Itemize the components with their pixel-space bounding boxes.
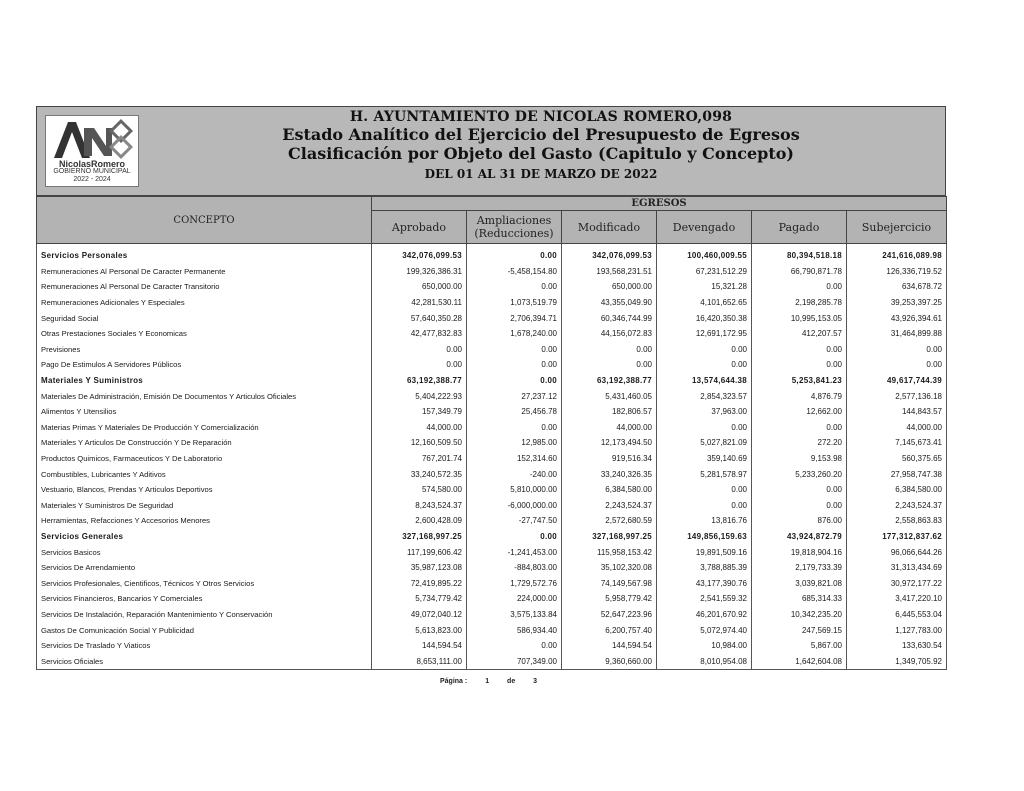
amount-cell: 0.00 — [657, 357, 752, 373]
amount-cell: 35,102,320.08 — [562, 560, 657, 576]
table-row — [37, 607, 947, 623]
table-row — [37, 560, 947, 576]
amount-cell: 6,200,757.40 — [562, 622, 657, 638]
amount-cell: 10,342,235.20 — [752, 607, 847, 623]
concept-cell: Remuneraciones Adicionales Y Especiales — [37, 295, 372, 311]
amount-cell: 13,816.76 — [657, 513, 752, 529]
amount-cell: 44,000.00 — [847, 420, 947, 436]
amount-cell: 5,958,779.42 — [562, 591, 657, 607]
table-row — [37, 466, 947, 482]
concept-cell: Remuneraciones Al Personal De Caracter Transitorio — [37, 279, 372, 295]
amount-cell: 60,346,744.99 — [562, 310, 657, 326]
amount-cell: 3,417,220.10 — [847, 591, 947, 607]
amount-cell: 0.00 — [657, 498, 752, 514]
amount-cell: 5,281,578.97 — [657, 466, 752, 482]
table-row — [37, 310, 947, 326]
concept-cell: Productos Quimicos, Farmaceuticos Y De Laboratorio — [37, 451, 372, 467]
municipal-logo — [45, 115, 139, 187]
amount-cell: 15,321.28 — [657, 279, 752, 295]
column-header: Aprobado — [372, 211, 467, 244]
concept-cell: Otras Prestaciones Sociales Y Economicas — [37, 326, 372, 342]
amount-cell: 44,000.00 — [372, 420, 467, 436]
amount-cell: 8,243,524.37 — [372, 498, 467, 514]
logo-caption — [48, 160, 136, 184]
amount-cell: 2,198,285.78 — [752, 295, 847, 311]
amount-cell: 586,934.40 — [467, 622, 562, 638]
amount-cell: 1,073,519.79 — [467, 295, 562, 311]
amount-cell: 16,420,350.38 — [657, 310, 752, 326]
amount-cell: 0.00 — [752, 420, 847, 436]
concept-cell: Pago De Estimulos A Servidores Públicos — [37, 357, 372, 373]
table-row — [37, 264, 947, 280]
amount-cell: 1,642,604.08 — [752, 653, 847, 669]
logo-government: GOBIERNO MUNICIPAL — [53, 168, 131, 175]
concept-cell: Servicios De Instalación, Reparación Mantenimiento Y Conservación — [37, 607, 372, 623]
amount-cell: 2,243,524.37 — [562, 498, 657, 514]
amount-cell: 9,360,660.00 — [562, 653, 657, 669]
amount-cell: 0.00 — [372, 357, 467, 373]
concept-cell: Materiales Y Suministros De Seguridad — [37, 498, 372, 514]
amount-cell: -1,241,453.00 — [467, 544, 562, 560]
concept-cell: Materias Primas Y Materiales De Producción Y Comercialización — [37, 420, 372, 436]
amount-cell: 767,201.74 — [372, 451, 467, 467]
amount-cell: 574,580.00 — [372, 482, 467, 498]
table-row — [37, 295, 947, 311]
amount-cell: 66,790,871.78 — [752, 264, 847, 280]
amount-cell: 33,240,326.35 — [562, 466, 657, 482]
amount-cell: 12,160,509.50 — [372, 435, 467, 451]
amount-cell: 117,199,606.42 — [372, 544, 467, 560]
report-document — [36, 106, 946, 670]
amount-cell: 46,201,670.92 — [657, 607, 752, 623]
amount-cell: 126,336,719.52 — [847, 264, 947, 280]
concept-cell: Remuneraciones Al Personal De Caracter Permanente — [37, 264, 372, 280]
amount-cell: 1,678,240.00 — [467, 326, 562, 342]
amount-cell: 9,153.98 — [752, 451, 847, 467]
amount-cell: 2,706,394.71 — [467, 310, 562, 326]
table-row — [37, 451, 947, 467]
amount-cell: 412,207.57 — [752, 326, 847, 342]
amount-cell: 19,818,904.16 — [752, 544, 847, 560]
table-row — [37, 435, 947, 451]
amount-cell: 63,192,388.77 — [562, 373, 657, 389]
chapter-row — [37, 373, 947, 389]
amount-cell: 0.00 — [562, 357, 657, 373]
column-header: Subejercicio — [847, 211, 947, 244]
amount-cell: 1,127,783.00 — [847, 622, 947, 638]
table-row — [37, 591, 947, 607]
amount-cell: -6,000,000.00 — [467, 498, 562, 514]
amount-cell: 0.00 — [752, 498, 847, 514]
amount-cell: 0.00 — [657, 342, 752, 358]
amount-cell: 0.00 — [752, 279, 847, 295]
amount-cell: 67,231,512.29 — [657, 264, 752, 280]
amount-cell: 0.00 — [752, 342, 847, 358]
table-row — [37, 653, 947, 669]
amount-cell: 8,010,954.08 — [657, 653, 752, 669]
page-footer — [440, 678, 553, 685]
chapter-row — [37, 529, 947, 545]
amount-cell: 876.00 — [752, 513, 847, 529]
table-body — [37, 244, 947, 670]
concept-cell: Servicios Profesionales, Cientificos, Técnicos Y Otros Servicios — [37, 575, 372, 591]
page-current: 1 — [485, 678, 490, 685]
amount-cell: 2,577,136.18 — [847, 388, 947, 404]
concept-cell: Servicios Oficiales — [37, 653, 372, 669]
table-row — [37, 342, 947, 358]
table-row — [37, 575, 947, 591]
amount-cell: 3,039,821.08 — [752, 575, 847, 591]
amount-cell: 31,464,899.88 — [847, 326, 947, 342]
amount-cell: 37,963.00 — [657, 404, 752, 420]
amount-cell: 8,653,111.00 — [372, 653, 467, 669]
amount-cell: 5,810,000.00 — [467, 482, 562, 498]
table-row — [37, 404, 947, 420]
amount-cell: 12,691,172.95 — [657, 326, 752, 342]
amount-cell: 1,729,572.76 — [467, 575, 562, 591]
amount-cell: -5,458,154.80 — [467, 264, 562, 280]
header-row-group — [37, 197, 947, 211]
table-row — [37, 357, 947, 373]
amount-cell: 650,000.00 — [562, 279, 657, 295]
amount-cell: 560,375.65 — [847, 451, 947, 467]
concept-cell: Seguridad Social — [37, 310, 372, 326]
amount-cell: 0.00 — [467, 244, 562, 264]
amount-cell: 0.00 — [467, 373, 562, 389]
concept-cell: Servicios Generales — [37, 529, 372, 545]
amount-cell: 193,568,231.51 — [562, 264, 657, 280]
amount-cell: 144,594.54 — [562, 638, 657, 654]
concept-cell: Servicios Basicos — [37, 544, 372, 560]
page-total: 3 — [533, 678, 538, 685]
logo-name: NicolasRomero — [58, 159, 126, 169]
amount-cell: 0.00 — [467, 279, 562, 295]
amount-cell: 247,569.15 — [752, 622, 847, 638]
amount-cell: 0.00 — [752, 482, 847, 498]
column-header: Pagado — [752, 211, 847, 244]
amount-cell: 31,313,434.69 — [847, 560, 947, 576]
table-row — [37, 279, 947, 295]
amount-cell: -240.00 — [467, 466, 562, 482]
amount-cell: 57,640,350.28 — [372, 310, 467, 326]
amount-cell: 0.00 — [752, 357, 847, 373]
amount-cell: 152,314.60 — [467, 451, 562, 467]
amount-cell: 43,926,394.61 — [847, 310, 947, 326]
table-row — [37, 638, 947, 654]
amount-cell: 7,145,673.41 — [847, 435, 947, 451]
amount-cell: 157,349.79 — [372, 404, 467, 420]
amount-cell: 0.00 — [562, 342, 657, 358]
amount-cell: 33,240,572.35 — [372, 466, 467, 482]
chapter-row — [37, 244, 947, 264]
page-of-label: de — [507, 678, 516, 685]
report-banner — [36, 106, 946, 196]
amount-cell: 342,076,099.53 — [372, 244, 467, 264]
column-header: Modificado — [562, 211, 657, 244]
amount-cell: 2,600,428.09 — [372, 513, 467, 529]
amount-cell: 13,574,644.38 — [657, 373, 752, 389]
amount-cell: 2,572,680.59 — [562, 513, 657, 529]
amount-cell: 49,617,744.39 — [847, 373, 947, 389]
amount-cell: 49,072,040.12 — [372, 607, 467, 623]
amount-cell: 177,312,837.62 — [847, 529, 947, 545]
amount-cell: 133,630.54 — [847, 638, 947, 654]
table-row — [37, 388, 947, 404]
amount-cell: 919,516.34 — [562, 451, 657, 467]
amount-cell: 650,000.00 — [372, 279, 467, 295]
amount-cell: 115,958,153.42 — [562, 544, 657, 560]
amount-cell: 707,349.00 — [467, 653, 562, 669]
amount-cell: 0.00 — [657, 482, 752, 498]
amount-cell: 44,156,072.83 — [562, 326, 657, 342]
amount-cell: 327,168,997.25 — [562, 529, 657, 545]
amount-cell: 2,179,733.39 — [752, 560, 847, 576]
report-title: Estado Analítico del Ejercicio del Presupuesto de Egresos — [282, 125, 800, 144]
amount-cell: 685,314.33 — [752, 591, 847, 607]
egresos-header: EGRESOS — [372, 197, 947, 211]
report-subtitle: Clasificación por Objeto del Gasto (Capitulo y Concepto) — [288, 144, 794, 163]
amount-cell: 3,788,885.39 — [657, 560, 752, 576]
amount-cell: 0.00 — [467, 357, 562, 373]
amount-cell: 5,613,823.00 — [372, 622, 467, 638]
amount-cell: 0.00 — [467, 342, 562, 358]
concept-cell: Servicios Personales — [37, 244, 372, 264]
amount-cell: 4,876.79 — [752, 388, 847, 404]
table-row — [37, 544, 947, 560]
amount-cell: 182,806.57 — [562, 404, 657, 420]
amount-cell: 2,854,323.57 — [657, 388, 752, 404]
amount-cell: 5,734,779.42 — [372, 591, 467, 607]
amount-cell: 634,678.72 — [847, 279, 947, 295]
table-row — [37, 482, 947, 498]
amount-cell: 74,149,567.98 — [562, 575, 657, 591]
concept-cell: Combustibles, Lubricantes Y Aditivos — [37, 466, 372, 482]
amount-cell: 43,177,390.76 — [657, 575, 752, 591]
amount-cell: 149,856,159.63 — [657, 529, 752, 545]
entity-title: H. AYUNTAMIENTO DE NICOLAS ROMERO,098 — [349, 109, 733, 125]
amount-cell: 80,394,518.18 — [752, 244, 847, 264]
amount-cell: -884,803.00 — [467, 560, 562, 576]
table-row — [37, 326, 947, 342]
table-row — [37, 498, 947, 514]
amount-cell: 0.00 — [467, 420, 562, 436]
amount-cell: 19,891,509.16 — [657, 544, 752, 560]
table-row — [37, 622, 947, 638]
amount-cell: 5,233,260.20 — [752, 466, 847, 482]
amount-cell: 2,541,559.32 — [657, 591, 752, 607]
amount-cell: 3,575,133.84 — [467, 607, 562, 623]
column-header: Ampliaciones (Reducciones) — [467, 211, 562, 244]
amount-cell: 359,140.69 — [657, 451, 752, 467]
amount-cell: 30,972,177.22 — [847, 575, 947, 591]
concept-cell: Materiales Y Articulos De Construcción Y De Reparación — [37, 435, 372, 451]
concept-cell: Gastos De Comunicación Social Y Publicidad — [37, 622, 372, 638]
report-period: DEL 01 AL 31 DE MARZO DE 2022 — [424, 167, 658, 181]
amount-cell: 35,987,123.08 — [372, 560, 467, 576]
budget-table — [36, 196, 947, 670]
amount-cell: 27,958,747.38 — [847, 466, 947, 482]
amount-cell: 39,253,397.25 — [847, 295, 947, 311]
amount-cell: 12,662.00 — [752, 404, 847, 420]
amount-cell: 6,384,580.00 — [847, 482, 947, 498]
concept-cell: Servicios Financieros, Bancarios Y Comerciales — [37, 591, 372, 607]
amount-cell: 52,647,223.96 — [562, 607, 657, 623]
column-header: Devengado — [657, 211, 752, 244]
amount-cell: 0.00 — [372, 342, 467, 358]
amount-cell: 224,000.00 — [467, 591, 562, 607]
amount-cell: 5,867.00 — [752, 638, 847, 654]
amount-cell: 2,243,524.37 — [847, 498, 947, 514]
anr-logo-icon — [50, 118, 134, 162]
amount-cell: 0.00 — [657, 420, 752, 436]
amount-cell: 43,924,872.79 — [752, 529, 847, 545]
concept-cell: Vestuario, Blancos, Prendas Y Articulos Deportivos — [37, 482, 372, 498]
amount-cell: 5,404,222.93 — [372, 388, 467, 404]
amount-cell: 6,384,580.00 — [562, 482, 657, 498]
amount-cell: 10,984.00 — [657, 638, 752, 654]
amount-cell: 327,168,997.25 — [372, 529, 467, 545]
amount-cell: 0.00 — [847, 342, 947, 358]
amount-cell: 5,431,460.05 — [562, 388, 657, 404]
amount-cell: 6,445,553.04 — [847, 607, 947, 623]
amount-cell: 42,281,530.11 — [372, 295, 467, 311]
amount-cell: 63,192,388.77 — [372, 373, 467, 389]
amount-cell: 144,594.54 — [372, 638, 467, 654]
amount-cell: 0.00 — [467, 638, 562, 654]
amount-cell: 100,460,009.55 — [657, 244, 752, 264]
amount-cell: 25,456.78 — [467, 404, 562, 420]
concept-header: CONCEPTO — [37, 197, 372, 244]
table-row — [37, 420, 947, 436]
amount-cell: 96,066,644.26 — [847, 544, 947, 560]
concept-cell: Materiales De Administración, Emisión De Documentos Y Articulos Oficiales — [37, 388, 372, 404]
amount-cell: 241,616,089.98 — [847, 244, 947, 264]
amount-cell: 12,173,494.50 — [562, 435, 657, 451]
amount-cell: 43,355,049.90 — [562, 295, 657, 311]
concept-cell: Previsiones — [37, 342, 372, 358]
page-label: Página : — [440, 678, 468, 685]
amount-cell: 10,995,153.05 — [752, 310, 847, 326]
amount-cell: 72,419,895.22 — [372, 575, 467, 591]
amount-cell: 144,843.57 — [847, 404, 947, 420]
amount-cell: 12,985.00 — [467, 435, 562, 451]
amount-cell: 342,076,099.53 — [562, 244, 657, 264]
amount-cell: 2,558,863.83 — [847, 513, 947, 529]
concept-cell: Servicios De Traslado Y Viaticos — [37, 638, 372, 654]
amount-cell: 1,349,705.92 — [847, 653, 947, 669]
logo-years: 2022 - 2024 — [73, 176, 111, 183]
amount-cell: 199,326,386.31 — [372, 264, 467, 280]
amount-cell: 5,253,841.23 — [752, 373, 847, 389]
amount-cell: 27,237.12 — [467, 388, 562, 404]
table-row — [37, 513, 947, 529]
concept-cell: Materiales Y Suministros — [37, 373, 372, 389]
amount-cell: 5,027,821.09 — [657, 435, 752, 451]
amount-cell: -27,747.50 — [467, 513, 562, 529]
amount-cell: 272.20 — [752, 435, 847, 451]
amount-cell: 44,000.00 — [562, 420, 657, 436]
amount-cell: 5,072,974.40 — [657, 622, 752, 638]
amount-cell: 0.00 — [467, 529, 562, 545]
amount-cell: 4,101,652.65 — [657, 295, 752, 311]
report-titles — [147, 109, 935, 182]
concept-cell: Servicios De Arrendamiento — [37, 560, 372, 576]
concept-cell: Herramientas, Refacciones Y Accesorios Menores — [37, 513, 372, 529]
amount-cell: 42,477,832.83 — [372, 326, 467, 342]
amount-cell: 0.00 — [847, 357, 947, 373]
concept-cell: Alimentos Y Utensilios — [37, 404, 372, 420]
